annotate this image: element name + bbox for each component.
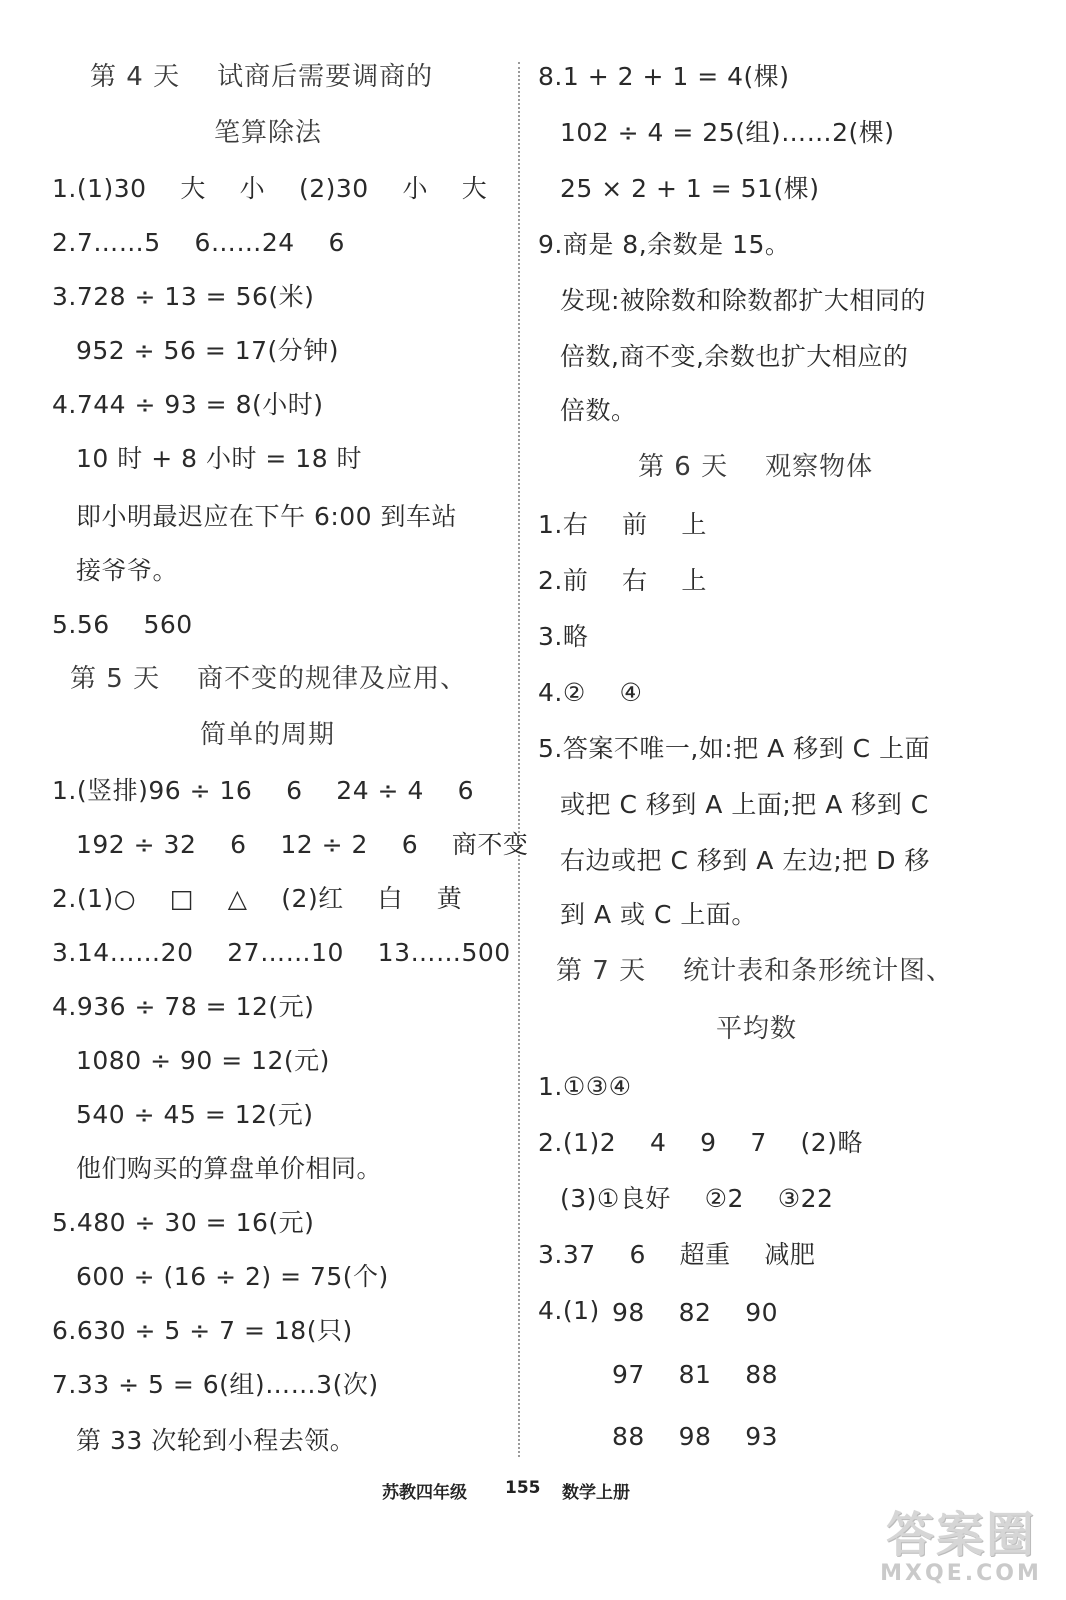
page-footer: [0, 1478, 1066, 1504]
table-row: 88 98 93: [612, 1422, 779, 1451]
answer-line: 3.14……20 27……10 13……500: [52, 938, 511, 967]
day7-title-line2: 平均数: [716, 1014, 798, 1044]
day6-title: 第 6 天 观察物体: [638, 452, 874, 482]
answer-line: 5.480 ÷ 30 = 16(元): [52, 1208, 315, 1237]
answer-line: 102 ÷ 4 = 25(组)……2(棵): [560, 118, 895, 147]
answer-line: 或把 C 移到 A 上面;把 A 移到 C: [560, 790, 929, 819]
watermark-url: MXQE.COM: [880, 1561, 1042, 1586]
table-row: 98 82 90: [612, 1298, 779, 1327]
answer-line: 1.(竖排)96 ÷ 16 6 24 ÷ 4 6: [52, 776, 475, 805]
answer-line: 4.936 ÷ 78 = 12(元): [52, 992, 315, 1021]
answer-line: 1.右 前 上: [538, 510, 707, 539]
answer-line: 1080 ÷ 90 = 12(元): [76, 1046, 330, 1075]
answer-line: 5.答案不唯一,如:把 A 移到 C 上面: [538, 734, 931, 763]
answer-line: 2.前 右 上: [538, 566, 707, 595]
answer-line: (3)①良好 ②2 ③22: [560, 1184, 834, 1213]
day5-title: 第 5 天 商不变的规律及应用、: [70, 664, 468, 694]
watermark-logo-text: 答案圈: [885, 1507, 1036, 1563]
day4-title-line2: 笔算除法: [214, 118, 323, 148]
answer-line: 第 33 次轮到小程去领。: [76, 1426, 356, 1455]
footer-book: 数学上册: [562, 1483, 630, 1503]
answer-line: 4.744 ÷ 93 = 8(小时): [52, 390, 324, 419]
answer-line: 952 ÷ 56 = 17(分钟): [76, 336, 340, 365]
answer-line: 2.(1)2 4 9 7 (2)略: [538, 1128, 863, 1157]
page-number: 155: [505, 1478, 541, 1498]
answer-line: 8.1 + 2 + 1 = 4(棵): [538, 62, 790, 91]
watermark-logo: [866, 1508, 1056, 1592]
day4-title: 第 4 天 试商后需要调商的: [90, 62, 434, 92]
answer-line: 右边或把 C 移到 A 左边;把 D 移: [560, 846, 930, 875]
answer-line: 即小明最迟应在下午 6:00 到车站: [76, 502, 458, 531]
answer-line: 1.(1)30 大 小 (2)30 小 大: [52, 174, 488, 203]
footer-grade: 苏教四年级: [382, 1483, 467, 1503]
answer-line: 3.728 ÷ 13 = 56(米): [52, 282, 315, 311]
answer-line: 540 ÷ 45 = 12(元): [76, 1100, 314, 1129]
answer-line: 192 ÷ 32 6 12 ÷ 2 6 商不变: [76, 830, 529, 859]
answer-line: 1.①③④: [538, 1072, 632, 1101]
answer-line: 7.33 ÷ 5 = 6(组)……3(次): [52, 1370, 379, 1399]
answer-line: 2.(1)○ □ △ (2)红 白 黄: [52, 884, 463, 913]
answer-line: 600 ÷ (16 ÷ 2) = 75(个): [76, 1262, 389, 1291]
answer-line: 9.商是 8,余数是 15。: [538, 230, 791, 259]
answer-line: 10 时 + 8 小时 = 18 时: [76, 444, 363, 473]
table-row: 97 81 88: [612, 1360, 779, 1389]
answer-line: 发现:被除数和除数都扩大相同的: [560, 286, 926, 315]
answer-line: 2.7……5 6……24 6: [52, 228, 345, 257]
answer-line: 5.56 560: [52, 610, 193, 639]
answer-line: 6.630 ÷ 5 ÷ 7 = 18(只): [52, 1316, 353, 1345]
day7-title: 第 7 天 统计表和条形统计图、: [556, 956, 954, 986]
answer-line: 3.37 6 超重 减肥: [538, 1240, 816, 1269]
answer-line: 接爷爷。: [76, 556, 179, 585]
answer-line: 4.(1): [538, 1296, 600, 1325]
answer-line: 倍数,商不变,余数也扩大相应的: [560, 342, 909, 371]
answer-line: 25 × 2 + 1 = 51(棵): [560, 174, 820, 203]
answer-line: 4.② ④: [538, 678, 643, 707]
day5-title-line2: 简单的周期: [200, 720, 336, 750]
answer-line: 到 A 或 C 上面。: [560, 900, 757, 929]
answer-line: 倍数。: [560, 396, 637, 425]
column-divider: [518, 62, 520, 1457]
answer-line: 他们购买的算盘单价相同。: [76, 1154, 383, 1183]
answer-line: 3.略: [538, 622, 589, 651]
